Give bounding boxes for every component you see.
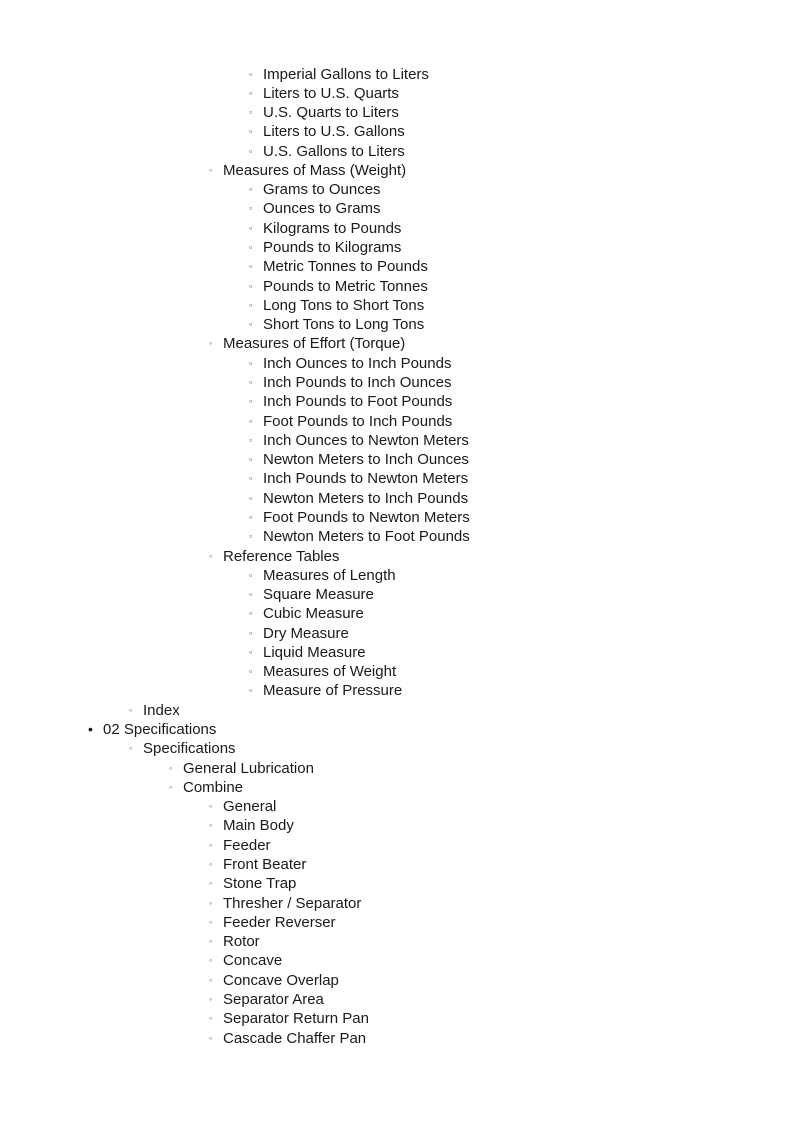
toc-item[interactable]: [0, 662, 794, 681]
toc-item-label: General: [223, 798, 277, 816]
circle-bullet-icon: ◦: [209, 858, 213, 869]
circle-bullet-icon: ◦: [209, 974, 213, 985]
toc-item[interactable]: [0, 354, 794, 373]
toc-item[interactable]: [0, 161, 794, 180]
square-bullet-icon: ▫: [249, 126, 253, 137]
toc-item-label: Dry Measure: [263, 624, 349, 642]
toc-item-label: Inch Pounds to Foot Pounds: [263, 393, 453, 411]
square-bullet-icon: ▫: [249, 492, 253, 503]
toc-item-label: Cascade Chaffer Pan: [223, 1029, 367, 1047]
toc-item[interactable]: [0, 219, 794, 238]
toc-item-label: Reference Tables: [223, 547, 340, 565]
toc-item[interactable]: [0, 913, 794, 932]
toc-item[interactable]: [0, 142, 794, 161]
toc-item-label: Thresher / Separator: [223, 894, 362, 912]
toc-item[interactable]: [0, 855, 794, 874]
toc-item-label: Long Tons to Short Tons: [263, 296, 425, 314]
toc-item[interactable]: [0, 122, 794, 141]
circle-bullet-icon: ◦: [209, 839, 213, 850]
toc-item[interactable]: [0, 296, 794, 315]
toc-item-label: Pounds to Metric Tonnes: [263, 277, 428, 295]
square-bullet-icon: ▫: [249, 357, 253, 368]
toc-item[interactable]: [0, 739, 794, 758]
toc-item-label: Measures of Mass (Weight): [223, 161, 407, 179]
circle-bullet-icon: ◦: [129, 704, 133, 715]
toc-item[interactable]: [0, 720, 794, 739]
toc-item[interactable]: [0, 199, 794, 218]
toc-item-label: Separator Area: [223, 990, 324, 1008]
circle-bullet-icon: ◦: [209, 1032, 213, 1043]
square-bullet-icon: ▫: [249, 280, 253, 291]
square-bullet-icon: ▫: [249, 589, 253, 600]
circle-bullet-icon: ◦: [209, 993, 213, 1004]
toc-item[interactable]: [0, 84, 794, 103]
toc-item-label: Index: [143, 701, 180, 719]
toc-item-label: Ounces to Grams: [263, 200, 381, 218]
toc-item[interactable]: [0, 566, 794, 585]
square-bullet-icon: ▫: [249, 531, 253, 542]
toc-item[interactable]: [0, 624, 794, 643]
toc-item[interactable]: [0, 469, 794, 488]
toc-item[interactable]: [0, 277, 794, 296]
toc-item[interactable]: [0, 894, 794, 913]
toc-item[interactable]: [0, 797, 794, 816]
toc-item[interactable]: [0, 257, 794, 276]
toc-item-label: Newton Meters to Inch Ounces: [263, 451, 469, 469]
toc-item[interactable]: [0, 392, 794, 411]
square-bullet-icon: ▫: [249, 646, 253, 657]
toc-item[interactable]: [0, 508, 794, 527]
toc-item-label: Cubic Measure: [263, 605, 364, 623]
toc-item-label: Feeder: [223, 836, 271, 854]
toc-item-label: Inch Pounds to Inch Ounces: [263, 373, 452, 391]
square-bullet-icon: ▫: [249, 319, 253, 330]
square-bullet-icon: ▫: [249, 473, 253, 484]
toc-item-label: Measure of Pressure: [263, 682, 403, 700]
toc-item[interactable]: [0, 65, 794, 84]
toc-item-label: Combine: [183, 778, 244, 796]
circle-bullet-icon: ◦: [209, 897, 213, 908]
toc-item[interactable]: [0, 643, 794, 662]
circle-bullet-icon: ◦: [169, 762, 173, 773]
toc-item-label: Liters to U.S. Quarts: [263, 84, 399, 102]
square-bullet-icon: ▫: [249, 299, 253, 310]
toc-item-label: Rotor: [223, 933, 260, 951]
square-bullet-icon: ▫: [249, 107, 253, 118]
toc-item-label: Imperial Gallons to Liters: [263, 65, 429, 83]
square-bullet-icon: ▫: [249, 608, 253, 619]
circle-bullet-icon: ◦: [129, 743, 133, 754]
square-bullet-icon: ▫: [249, 434, 253, 445]
circle-bullet-icon: ◦: [209, 550, 213, 561]
toc-item-label: Specifications: [143, 740, 236, 758]
toc-item[interactable]: [0, 412, 794, 431]
toc-item[interactable]: [0, 315, 794, 334]
toc-item-label: Liquid Measure: [263, 643, 366, 661]
circle-bullet-icon: ◦: [209, 955, 213, 966]
toc-item-label: Concave: [223, 952, 283, 970]
toc-item-label: Newton Meters to Inch Pounds: [263, 489, 469, 507]
toc-item-label: Front Beater: [223, 855, 307, 873]
toc-item-label: Pounds to Kilograms: [263, 239, 402, 257]
square-bullet-icon: ▫: [249, 145, 253, 156]
toc-item-label: Square Measure: [263, 586, 374, 604]
square-bullet-icon: ▫: [249, 261, 253, 272]
square-bullet-icon: ▫: [249, 627, 253, 638]
toc-item-label: Stone Trap: [223, 875, 297, 893]
square-bullet-icon: ▫: [249, 184, 253, 195]
square-bullet-icon: ▫: [249, 203, 253, 214]
circle-bullet-icon: ◦: [209, 916, 213, 927]
square-bullet-icon: ▫: [249, 569, 253, 580]
square-bullet-icon: ▫: [249, 68, 253, 79]
toc-item-label: Short Tons to Long Tons: [263, 316, 425, 334]
toc-item[interactable]: [0, 778, 794, 797]
toc-item[interactable]: [0, 971, 794, 990]
toc-item-label: Inch Ounces to Inch Pounds: [263, 354, 452, 372]
toc-item-label: Grams to Ounces: [263, 181, 381, 199]
toc-item[interactable]: [0, 238, 794, 257]
toc-item[interactable]: [0, 681, 794, 700]
circle-bullet-icon: ◦: [209, 338, 213, 349]
toc-item-label: Separator Return Pan: [223, 1010, 369, 1028]
toc-item[interactable]: [0, 450, 794, 469]
toc-item-label: U.S. Quarts to Liters: [263, 104, 399, 122]
toc-item[interactable]: [0, 951, 794, 970]
toc-item[interactable]: [0, 759, 794, 778]
toc-item[interactable]: [0, 373, 794, 392]
circle-bullet-icon: ◦: [169, 781, 173, 792]
disc-bullet-icon: •: [88, 721, 93, 738]
toc-item[interactable]: [0, 103, 794, 122]
toc-item[interactable]: [0, 874, 794, 893]
toc-item[interactable]: [0, 334, 794, 353]
toc-item[interactable]: [0, 932, 794, 951]
circle-bullet-icon: ◦: [209, 801, 213, 812]
toc-item-label: Feeder Reverser: [223, 913, 336, 931]
toc-item-label: 02 Specifications: [103, 721, 217, 739]
toc-item[interactable]: [0, 990, 794, 1009]
toc-item[interactable]: [0, 1029, 794, 1048]
toc-item-label: Foot Pounds to Newton Meters: [263, 508, 470, 526]
toc-item-label: Measures of Weight: [263, 663, 397, 681]
toc-item[interactable]: [0, 1009, 794, 1028]
toc-item[interactable]: [0, 527, 794, 546]
toc-item[interactable]: [0, 585, 794, 604]
square-bullet-icon: ▫: [249, 666, 253, 677]
toc-item-label: Measures of Length: [263, 566, 396, 584]
toc-item[interactable]: [0, 431, 794, 450]
toc-item-label: Newton Meters to Foot Pounds: [263, 528, 470, 546]
toc-item[interactable]: [0, 547, 794, 566]
toc-item[interactable]: [0, 604, 794, 623]
toc-item[interactable]: [0, 489, 794, 508]
toc-item[interactable]: [0, 836, 794, 855]
toc-item-label: Foot Pounds to Inch Pounds: [263, 412, 453, 430]
circle-bullet-icon: ◦: [209, 936, 213, 947]
toc-item-label: Measures of Effort (Torque): [223, 335, 406, 353]
toc-item-label: Concave Overlap: [223, 971, 339, 989]
toc-item-label: Liters to U.S. Gallons: [263, 123, 405, 141]
square-bullet-icon: ▫: [249, 242, 253, 253]
toc-item-label: Inch Ounces to Newton Meters: [263, 431, 469, 449]
circle-bullet-icon: ◦: [209, 1013, 213, 1024]
toc-item-label: Main Body: [223, 817, 294, 835]
toc-item[interactable]: [0, 701, 794, 720]
circle-bullet-icon: ◦: [209, 820, 213, 831]
square-bullet-icon: ▫: [249, 396, 253, 407]
toc-item[interactable]: [0, 816, 794, 835]
toc-item-label: Metric Tonnes to Pounds: [263, 258, 428, 276]
square-bullet-icon: ▫: [249, 376, 253, 387]
square-bullet-icon: ▫: [249, 685, 253, 696]
square-bullet-icon: ▫: [249, 454, 253, 465]
toc-item-label: U.S. Gallons to Liters: [263, 142, 405, 160]
toc-item-label: Inch Pounds to Newton Meters: [263, 470, 469, 488]
toc-item-label: Kilograms to Pounds: [263, 219, 402, 237]
toc-item-label: General Lubrication: [183, 759, 314, 777]
square-bullet-icon: ▫: [249, 222, 253, 233]
circle-bullet-icon: ◦: [209, 164, 213, 175]
circle-bullet-icon: ◦: [209, 878, 213, 889]
square-bullet-icon: ▫: [249, 87, 253, 98]
square-bullet-icon: ▫: [249, 415, 253, 426]
toc-item[interactable]: [0, 180, 794, 199]
square-bullet-icon: ▫: [249, 511, 253, 522]
